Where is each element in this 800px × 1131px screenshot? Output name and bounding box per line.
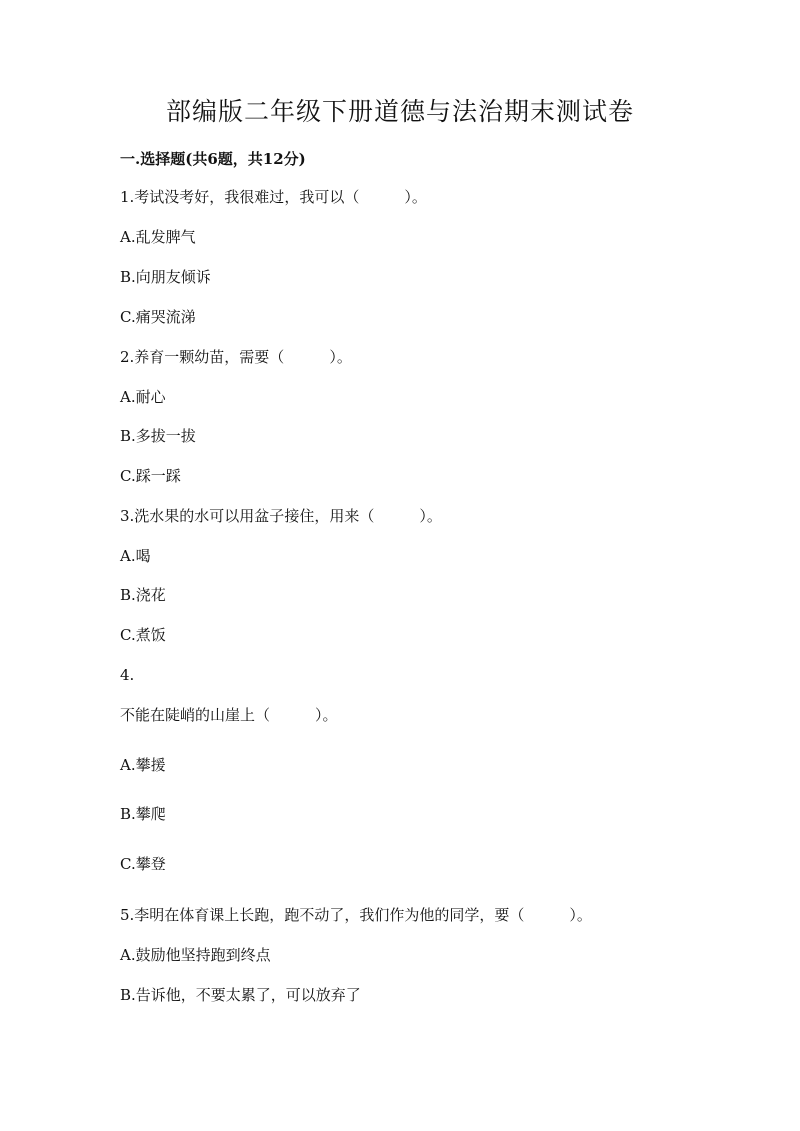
question-5: 5.李明在体育课上长跑，跑不动了，我们作为他的同学，要（ ）。 <box>120 906 592 924</box>
question-4-option-c: C.攀登 <box>120 855 166 873</box>
question-4: 不能在陡峭的山崖上（ ）。 <box>120 706 338 724</box>
question-5-option-a: A.鼓励他坚持跑到终点 <box>120 946 271 964</box>
question-1-option-a: A.乱发脾气 <box>120 228 196 246</box>
question-1: 1.考试没考好，我很难过，我可以（ ）。 <box>120 188 427 206</box>
question-1-option-b: B.向朋友倾诉 <box>120 268 211 286</box>
question-2: 2.养育一颗幼苗，需要（ ）。 <box>120 348 352 366</box>
question-2-option-b: B.多拔一拔 <box>120 427 196 445</box>
question-2-option-a: A.耐心 <box>120 388 166 406</box>
question-4-option-a: A.攀援 <box>120 756 166 774</box>
page-title: 部编版二年级下册道德与法治期末测试卷 <box>165 97 634 126</box>
question-5-option-b: B.告诉他，不要太累了，可以放弃了 <box>120 986 361 1004</box>
question-2-option-c: C.踩一踩 <box>120 467 181 485</box>
question-3-option-c: C.煮饭 <box>120 626 166 644</box>
question-3-option-b: B.浇花 <box>120 586 166 604</box>
question-4-number: 4. <box>120 666 135 684</box>
question-4-option-b: B.攀爬 <box>120 805 166 823</box>
section-heading: 一.选择题(共6题，共12分) <box>120 150 306 168</box>
question-3: 3.洗水果的水可以用盆子接住，用来（ ）。 <box>120 507 442 525</box>
question-3-option-a: A.喝 <box>120 547 151 565</box>
question-1-option-c: C.痛哭流涕 <box>120 308 196 326</box>
